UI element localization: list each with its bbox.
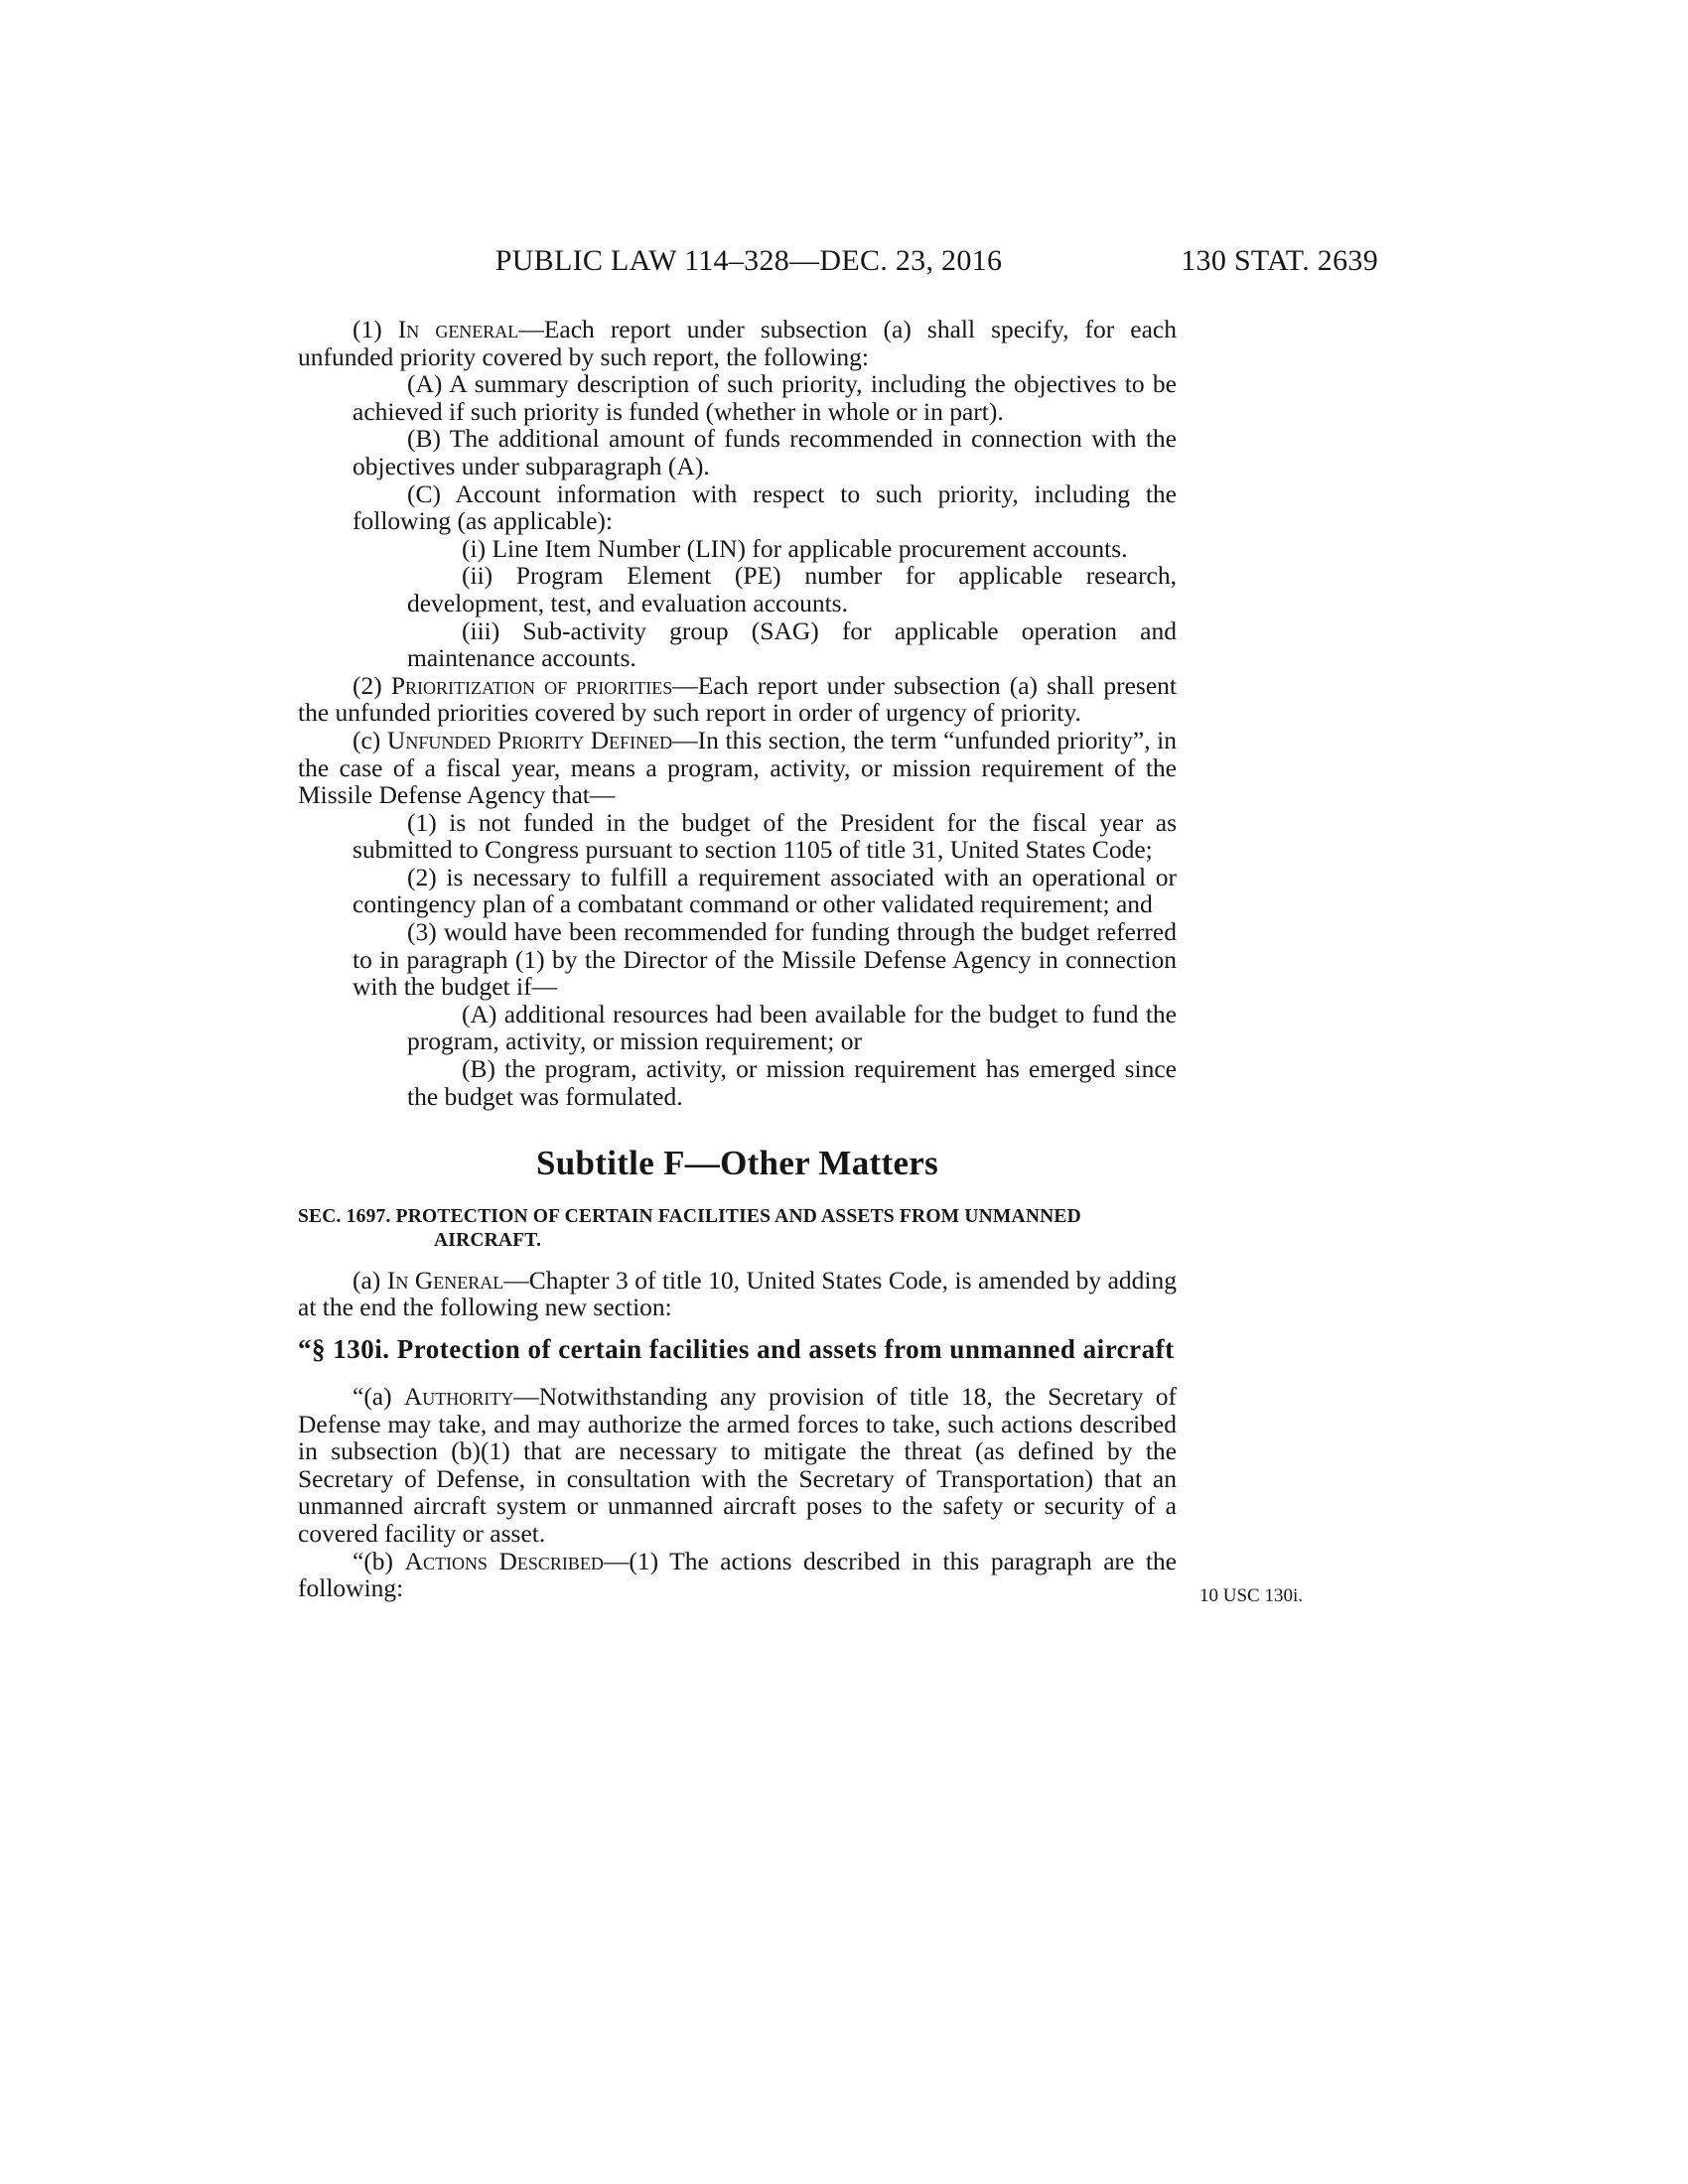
new-subsection-a-authority: [298, 1383, 1177, 1548]
paragraph-2-prioritization: [298, 672, 1177, 727]
section-title: SEC. 1697. PROTECTION OF CERTAIN FACILITIES AND ASSETS FROM UNMANNED AIRCRAFT.: [298, 1205, 1081, 1251]
clause-ii: (ii) Program Element (PE) number for applicable research, development, test, and evaluation accounts.: [407, 561, 1177, 617]
paragraph-text: —Each report under subsection (a) shall present the unfunded priorities covered by such report in order of urgency of priority.: [298, 670, 1178, 728]
subsection-number: (c): [352, 725, 381, 754]
subsection-heading: In General: [386, 1265, 504, 1295]
subsection-heading: Actions Described: [404, 1546, 604, 1575]
subparagraph-b: (B) The additional amount of funds recommended in connection with the objectives under subparagraph (A).: [352, 424, 1177, 480]
page-header: [298, 244, 1378, 288]
paragraph-number: (1): [352, 315, 382, 343]
subsection-text: —Notwithstanding any provision of title 18, the Secretary of Defense may take, and may authorize the armed forces to take, such actions described in subsection (b)(1) that are necessary to mitigate the threat (as defined by the Secretary of Defense, in consultation with the Secretary of Transportation) that an unmanned aircraft system or unmanned aircraft poses to the safety or security of a covered facility or asset.: [298, 1382, 1178, 1548]
paragraph-number: (2): [352, 670, 382, 700]
paragraph-heading: In general: [397, 315, 519, 343]
subsection-heading: Authority: [403, 1382, 514, 1411]
paragraph-1-in-general: [298, 316, 1177, 370]
new-section-heading: “§ 130i. Protection of certain facilities and assets from unmanned aircraft: [298, 1334, 1175, 1364]
definition-item-3b: (B) the program, activity, or mission requirement has emerged since the budget was formulated.: [407, 1054, 1177, 1111]
subparagraph-c: (C) Account information with respect to such priority, including the following (as applicable):: [352, 478, 1177, 536]
subtitle-heading: Subtitle F—Other Matters: [535, 1144, 939, 1183]
page-number: 130 STAT. 2639: [1181, 244, 1378, 277]
subsection-heading: Unfunded Priority Defined: [386, 725, 673, 754]
new-subsection-b-actions: [298, 1548, 1177, 1602]
new-section-heading-block: [298, 1335, 1177, 1363]
definition-item-1: (1) is not funded in the budget of the President for the fiscal year as submitted to Congress pursuant to section 1105 of title 31, United States Code;: [352, 807, 1177, 865]
subsection-text: —In this section, the term “unfunded priority”, in the case of a fiscal year, means a program, activity, or mission requirement of the Missile Defense Agency that—: [298, 725, 1178, 810]
subsection-number: (a): [352, 1265, 381, 1295]
subsection-number: “(b): [352, 1546, 394, 1575]
subsection-text: —(1) The actions described in this paragraph are the following:: [298, 1546, 1178, 1603]
clause-i: (i) Line Item Number (LIN) for applicable procurement accounts.: [462, 533, 1128, 563]
subsection-number: “(a): [352, 1382, 392, 1411]
definition-item-2: (2) is necessary to fulfill a requirement associated with an operational or contingency plan of a combatant command or other validated requirement; and: [352, 862, 1177, 919]
paragraph-heading: Prioritization of priorities: [390, 670, 673, 700]
subparagraph-a: (A) A summary description of such priority, including the objectives to be achieved if such priority is funded (whether in whole or in part).: [352, 369, 1177, 426]
section-subsection-a: [298, 1267, 1177, 1321]
definition-item-3a: (A) additional resources had been available for the budget to fund the program, activity, or mission requirement; or: [407, 999, 1177, 1056]
paragraph-text: —Each report under subsection (a) shall specify, for each unfunded priority covered by such report, the following:: [298, 315, 1177, 371]
clause-iii: (iii) Sub-activity group (SAG) for applicable operation and maintenance accounts.: [407, 615, 1177, 673]
subsection-c-definition: [298, 727, 1177, 809]
margin-citation: 10 USC 130i.: [1199, 1585, 1303, 1606]
document-body: [298, 316, 1177, 1602]
definition-item-3: (3) would have been recommended for funding through the budget referred to in paragraph (1) by the Director of the Missile Defense Agency in connection with the budget if—: [352, 917, 1177, 1002]
running-title: PUBLIC LAW 114–328—DEC. 23, 2016: [494, 244, 1003, 277]
subsection-text: —Chapter 3 of title 10, United States Code, is amended by adding at the end the following new section:: [298, 1265, 1177, 1322]
